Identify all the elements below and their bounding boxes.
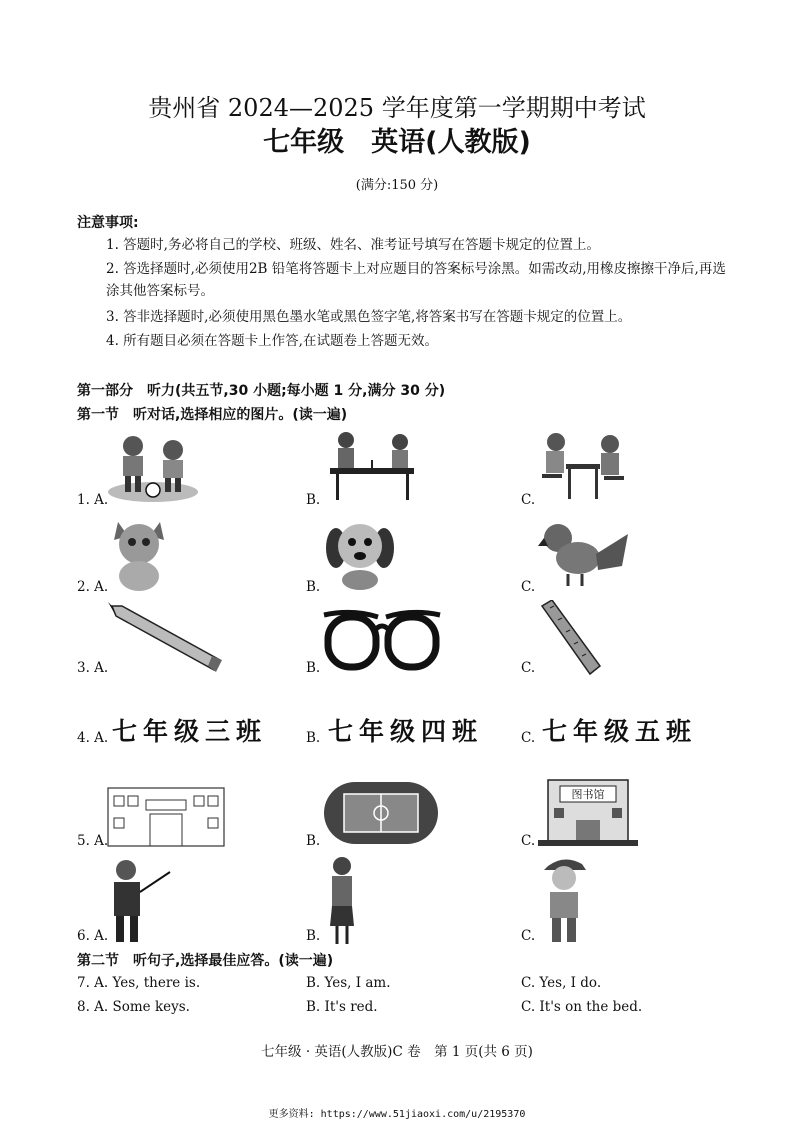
boys-playing-soccer-picture (105, 432, 200, 504)
notes-heading: 注意事项: (77, 215, 139, 231)
q4-a-label: 4. A. (77, 730, 109, 746)
q7-option-a: 7. A. Yes, there is. (77, 975, 201, 991)
q2-a-label: 2. A. (77, 579, 109, 595)
note-item: 4. 所有题目必须在答题卡上作答,在试题卷上答题无效。 (106, 333, 438, 349)
q3-a-label: 3. A. (77, 660, 109, 676)
playground-picture (322, 780, 440, 846)
chess-players-picture (538, 430, 628, 502)
q1-a-label: 1. A. (77, 492, 109, 508)
q3-b-label: B. (306, 660, 321, 676)
q8-option-a: 8. A. Some keys. (77, 999, 190, 1015)
q1-c-label: C. (521, 492, 536, 508)
section2-heading: 第二节 听句子,选择最佳应答。(读一遍) (77, 953, 334, 969)
school-building-picture (106, 778, 226, 850)
female-teacher-picture (322, 856, 362, 946)
parrot-picture (538, 514, 628, 594)
q5-b-label: B. (306, 833, 321, 849)
kitten-picture (108, 514, 170, 592)
q5-c-label: C. (521, 833, 536, 849)
full-score: (满分:150 分) (355, 178, 439, 193)
ruler-picture (538, 600, 602, 676)
q8-option-c: C. It's on the bed. (521, 999, 643, 1015)
male-teacher-picture (104, 858, 176, 944)
class-five-text: 七年级五班 (542, 717, 698, 746)
part1-heading: 第一部分 听力(共五节,30 小题;每小题 1 分,满分 30 分) (77, 383, 446, 399)
q7-option-b: B. Yes, I am. (306, 975, 391, 991)
q1-b-label: B. (306, 492, 321, 508)
note-item: 2. 答选择题时,必须使用2B 铅笔将答题卡上对应题目的答案标号涂黑。如需改动,用橡皮擦擦干净后,再选涂其他答案标号。 (106, 261, 726, 299)
q6-a-label: 6. A. (77, 928, 109, 944)
library-building-picture (538, 776, 638, 848)
note-item: 1. 答题时,务必将自己的学校、班级、姓名、准考证号填写在答题卡规定的位置上。 (106, 237, 600, 253)
class-three-text: 七年级三班 (112, 717, 268, 746)
puppy-picture (322, 514, 398, 592)
source-link[interactable]: 更多资料: https://www.51jiaoxi.com/u/2195370 (268, 1109, 526, 1120)
q8-option-b: B. It's red. (306, 999, 378, 1015)
q4-b-label: B. (306, 730, 321, 746)
q6-b-label: B. (306, 928, 321, 944)
q4-c-label: C. (521, 730, 536, 746)
q6-c-label: C. (521, 928, 536, 944)
exam-subtitle: 七年级 英语(人教版) (263, 127, 531, 158)
q7-option-c: C. Yes, I do. (521, 975, 602, 991)
q2-b-label: B. (306, 579, 321, 595)
note-item: 3. 答非选择题时,必须使用黑色墨水笔或黑色签字笔,将答案书写在答题卡规定的位置上。 (106, 309, 632, 325)
pencil-picture (108, 602, 226, 674)
exam-title: 贵州省 2024—2025 学年度第一学期期中考试 (148, 94, 646, 122)
class-four-text: 七年级四班 (328, 717, 484, 746)
glasses-picture (322, 605, 442, 675)
ping-pong-picture (322, 430, 422, 502)
library-sign: 图书馆 (571, 788, 605, 801)
section1-heading: 第一节 听对话,选择相应的图片。(读一遍) (77, 407, 348, 423)
q3-c-label: C. (521, 660, 536, 676)
q2-c-label: C. (521, 579, 536, 595)
q5-a-label: 5. A. (77, 833, 109, 849)
boy-student-picture (536, 854, 594, 944)
page-footer: 七年级 · 英语(人教版)C 卷 第 1 页(共 6 页) (261, 1044, 533, 1060)
